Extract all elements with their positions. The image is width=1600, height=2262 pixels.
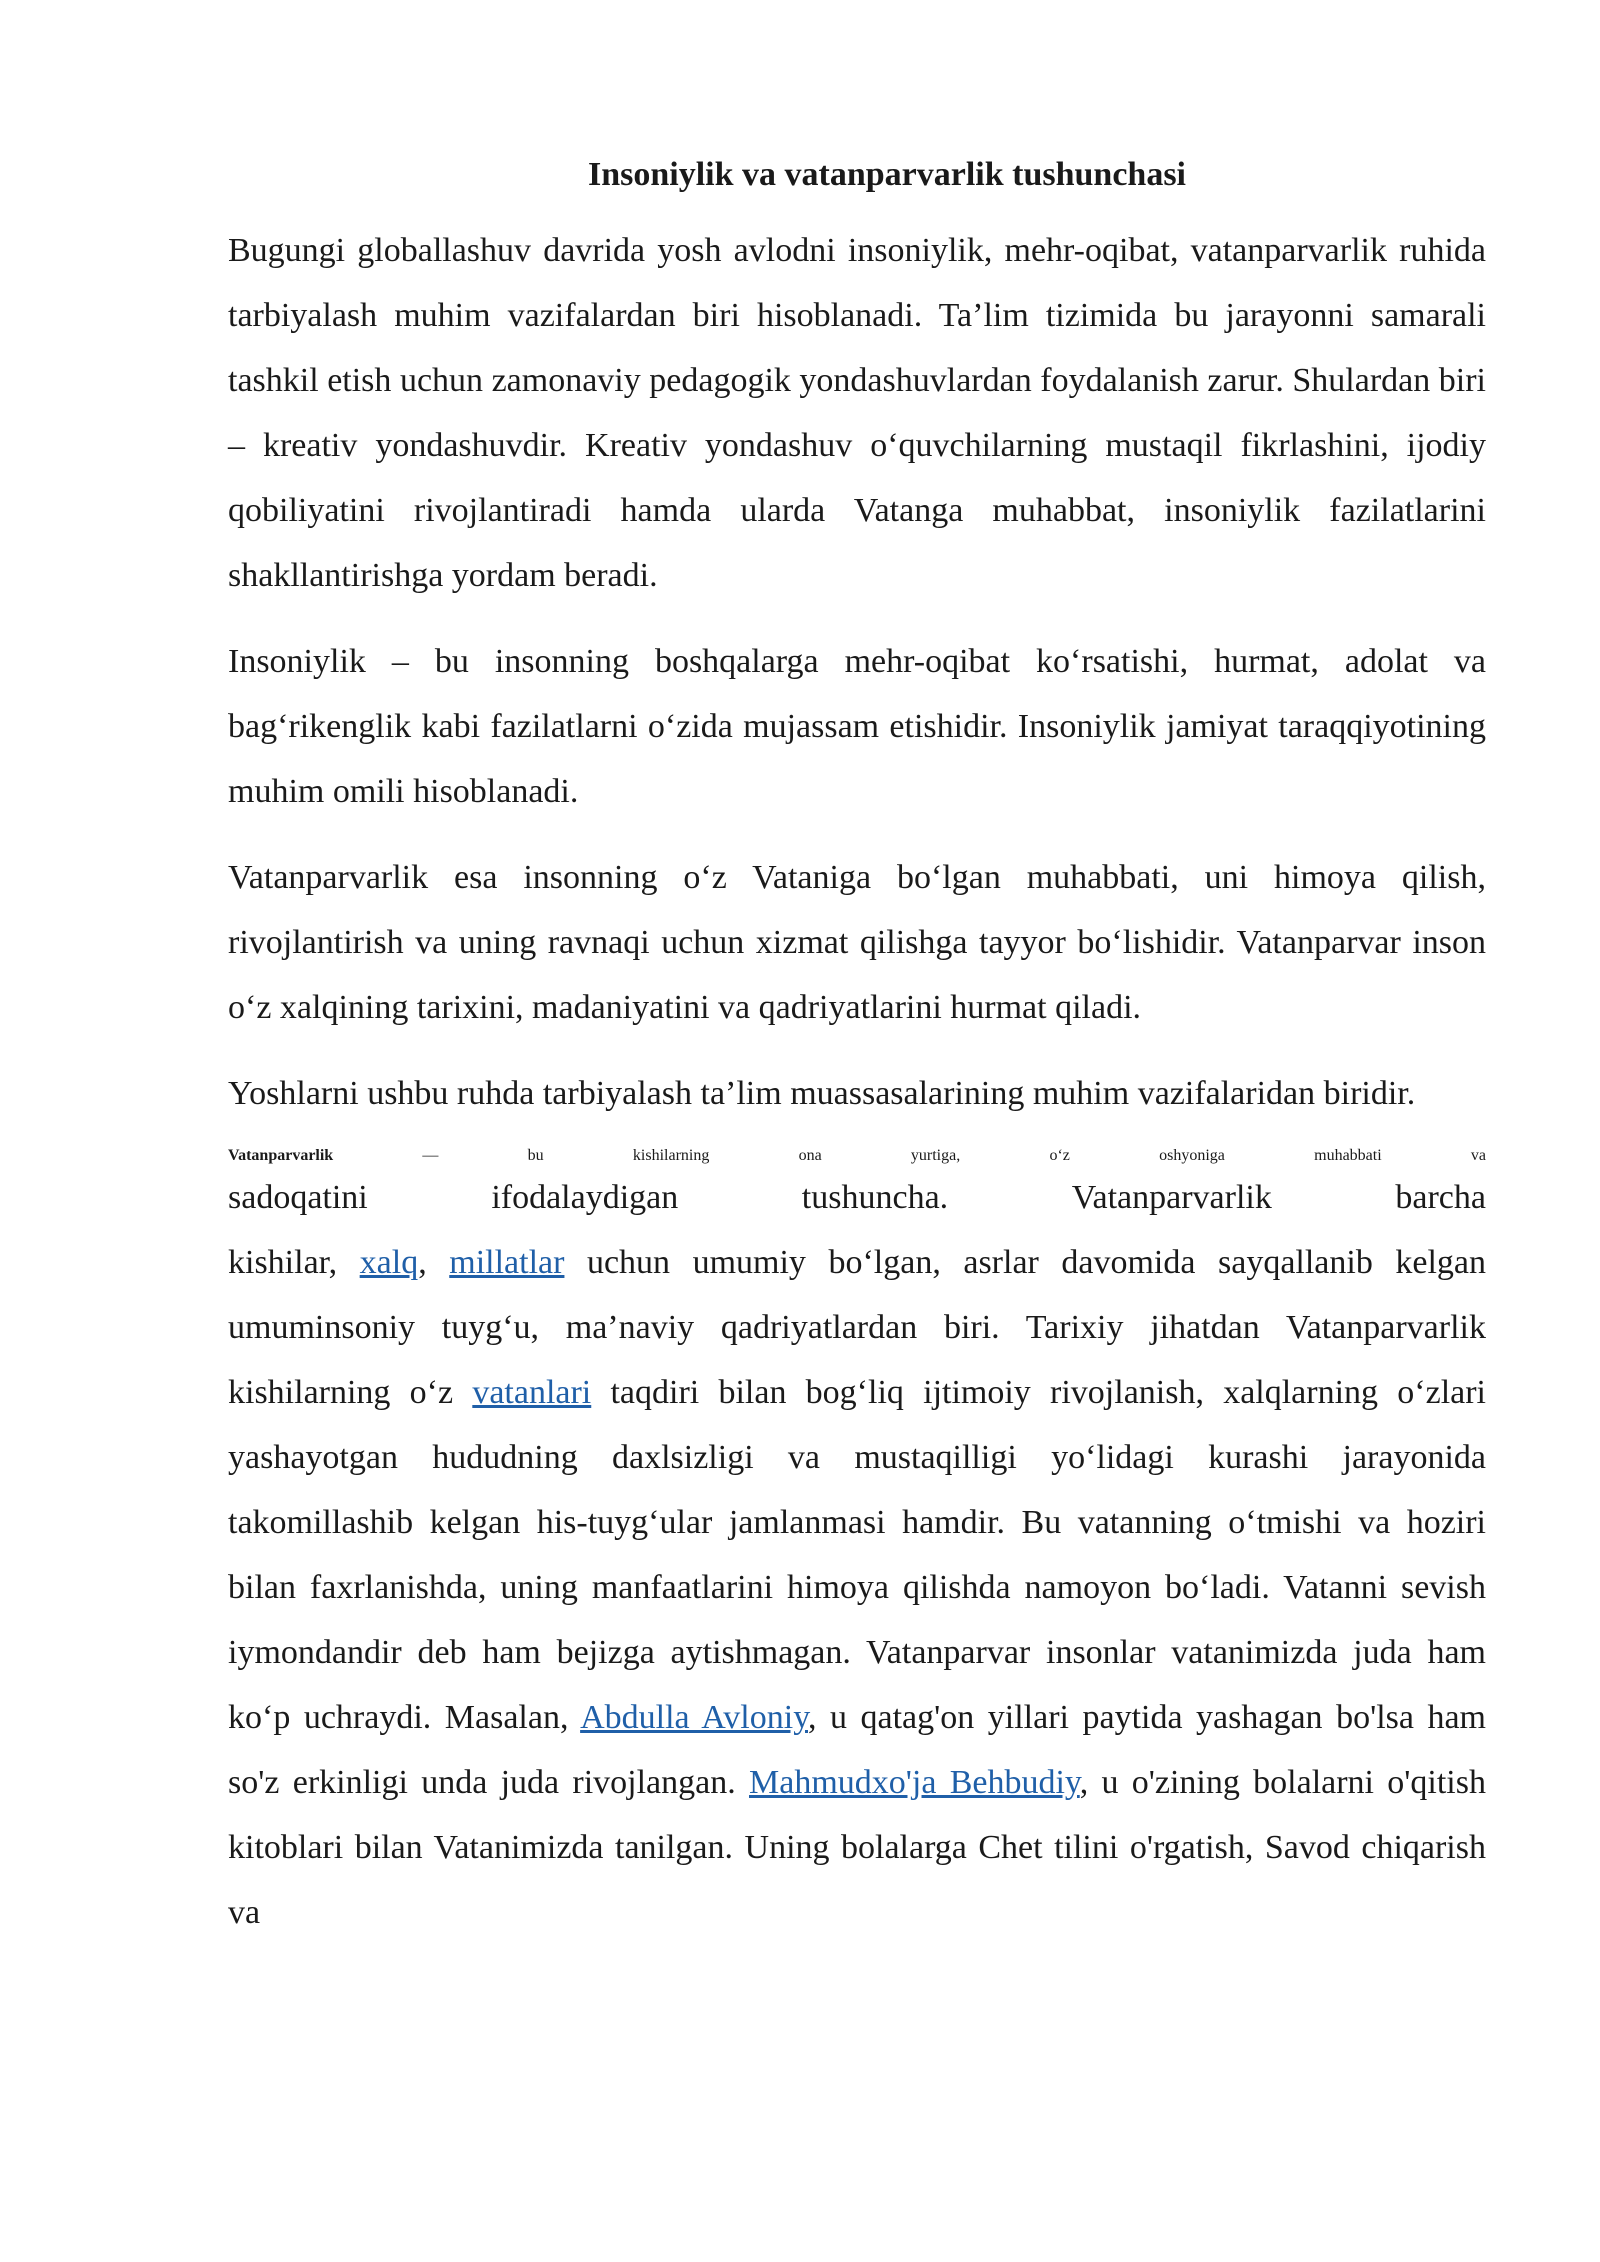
- definition-text: kishilar,: [228, 1244, 360, 1281]
- paragraph-vatanparvarlik: Vatanparvarlik esa insonning o‘z Vataniga bo‘lgan muhabbati, uni himoya qilish, rivojlantirish va uning ravnaqi uchun xizmat qilishga tayyor bo‘lishidir. Vatanparvar inson o‘z xalqining tarixini, madaniyatini va qadriyatlarini hurmat qiladi.: [228, 859, 1486, 1026]
- paragraph-insoniylik: Insoniylik – bu insonning boshqalarga mehr-oqibat ko‘rsatishi, hurmat, adolat va bag‘rikenglik kabi fazilatlarni o‘zida mujassam etishidir. Insoniylik jamiyat taraqqiyotining muhim omili hisoblanadi.: [228, 643, 1486, 810]
- definition-paragraph: [228, 1147, 1486, 1945]
- definition-word: sadoqatini: [228, 1179, 368, 1216]
- definition-text: uchun umumiy bo‘lgan, asrlar davomida sayqallanib kelgan umuminsoniy tuyg‘u, ma’naviy qadriyatlardan biri. Tarixiy jihatdan Vatanparvarlik kishilarning o‘z: [228, 1244, 1487, 1411]
- definition-word: barcha: [1395, 1179, 1486, 1216]
- document-title: Insoniylik va vatanparvarlik tushunchasi: [587, 156, 1187, 193]
- link-xalq[interactable]: xalq: [359, 1244, 419, 1281]
- definition-text: , u qatag'on yillari paytida yashagan bo'lsa ham so'z erkinligi unda juda rivojlangan.: [228, 1699, 1487, 1801]
- link-millatlar[interactable]: millatlar: [449, 1244, 565, 1281]
- definition-word: tushuncha.: [801, 1179, 949, 1216]
- paragraph-yoshlar: Yoshlarni ushbu ruhda tarbiyalash ta’lim muassasalarining muhim vazifalaridan biridir.: [228, 1075, 1416, 1112]
- link-abdulla-avloniy[interactable]: Abdulla Avloniy: [580, 1699, 808, 1736]
- definition-line-1: [228, 1147, 1486, 1165]
- link-vatanlari[interactable]: vatanlari: [472, 1374, 592, 1411]
- definition-line-1-text: bu kishilarning ona yurtiga, o‘z oshyoniga muhabbati va: [527, 1147, 1487, 1164]
- definition-term: Vatanparvarlik: [228, 1147, 334, 1164]
- paragraph-intro: Bugungi globallashuv davrida yosh avlodni insoniylik, mehr-oqibat, vatanparvarlik ruhida tarbiyalash muhim vazifalardan biri hisoblanadi. Ta’lim tizimida bu jarayonni samarali tashkil etish uchun zamonaviy pedagogik yondashuvlardan foydalanish zarur. Shulardan biri – kreativ yondashuvdir. Kreativ yondashuv o‘quvchilarning mustaqil fikrlashini, ijodiy qobiliyatini rivojlantiradi hamda ularda Vatanga muhabbat, insoniylik fazilatlarini shakllantirishga yordam beradi.: [228, 232, 1486, 594]
- definition-dash: —: [333, 1147, 528, 1164]
- definition-word: Vatanparvarlik: [1071, 1179, 1272, 1216]
- definition-line-2: [228, 1165, 1486, 1230]
- definition-text: taqdiri bilan bog‘liq ijtimoiy rivojlanish, xalqlarning o‘zlari yashayotgan hududning daxlsizligi va mustaqilligi yo‘lidagi kurashi jarayonida takomillashib kelgan his-tuyg‘ular jamlanmasi hamdir. Bu vatanning o‘tmishi va hoziri bilan faxrlanishda, uning manfaatlarini himoya qilishda namoyon bo‘ladi. Vatanni sevish iymondandir deb ham bejizga aytishmagan. Vatanparvar insonlar vatanimizda juda ham ko‘p uchraydi. Masalan,: [228, 1374, 1486, 1736]
- document-page: [228, 150, 1486, 1945]
- definition-text: ,: [418, 1244, 450, 1281]
- link-mahmudxoja-behbudiy[interactable]: Mahmudxo'ja Behbudiy: [749, 1764, 1080, 1801]
- definition-body: [228, 1230, 1486, 1945]
- definition-text: , u o'zining bolalarni o'qitish kitoblari bilan Vatanimizda tanilgan. Uning bolalarga Chet tilini o'rgatish, Savod chiqarish va: [228, 1764, 1486, 1931]
- definition-word: ifodalaydigan: [491, 1179, 679, 1216]
